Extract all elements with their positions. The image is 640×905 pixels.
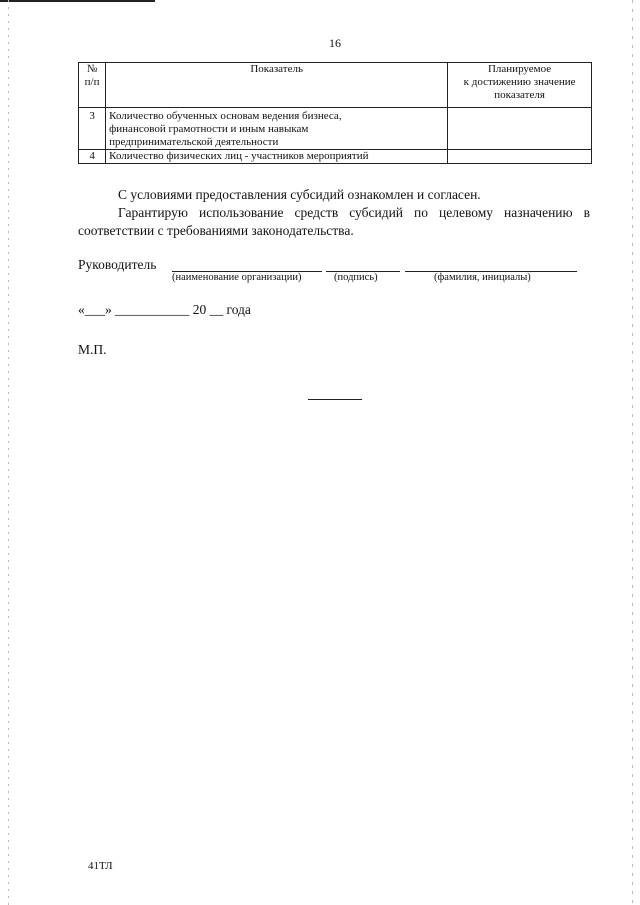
header-indicator [106, 63, 448, 108]
row-indicator: Количество физических лиц - участников мероприятий [106, 150, 448, 164]
guarantee-paragraph: Гарантирую использование средств субсидий по целевому назначению в соответствии с требованиями законодательства. [78, 205, 590, 238]
signature-line [326, 257, 400, 272]
table-row [79, 108, 592, 150]
header-planned-text: Планируемое к достижению значение показателя [463, 63, 576, 101]
signature-label: Руководитель [78, 257, 157, 272]
org-name-line [172, 257, 322, 272]
scan-edge-left [8, 0, 9, 905]
full-name-caption: (фамилия, инициалы) [434, 272, 531, 283]
row-num: 4 [79, 150, 106, 164]
row-planned-value [448, 150, 592, 164]
top-rule [0, 0, 155, 2]
row-num: 3 [79, 108, 106, 150]
footer-code: 41ТЛ [88, 860, 113, 872]
agreement-paragraph: С условиями предоставления субсидий ознакомлен и согласен. [118, 187, 481, 202]
scan-edge-right [632, 0, 633, 905]
signature-caption: (подпись) [334, 272, 378, 283]
date-line: «___» ___________ 20 __ года [78, 302, 251, 317]
header-planned [448, 63, 592, 108]
header-num-text: № п/п [84, 63, 100, 88]
row-indicator: Количество обученных основам ведения бизнеса, финансовой грамотности и иным навыкам предпринимательской деятельности [106, 108, 448, 150]
table-header-row [79, 63, 592, 108]
page-number: 16 [329, 36, 341, 50]
header-num [79, 63, 106, 108]
indicators-table [78, 62, 592, 164]
end-rule [308, 399, 362, 400]
header-indicator-text: Показатель [250, 63, 303, 75]
org-caption: (наименование организации) [172, 272, 302, 283]
row-planned-value [448, 108, 592, 150]
full-name-line [405, 257, 577, 272]
stamp-label: М.П. [78, 342, 107, 357]
table-row [79, 150, 592, 164]
